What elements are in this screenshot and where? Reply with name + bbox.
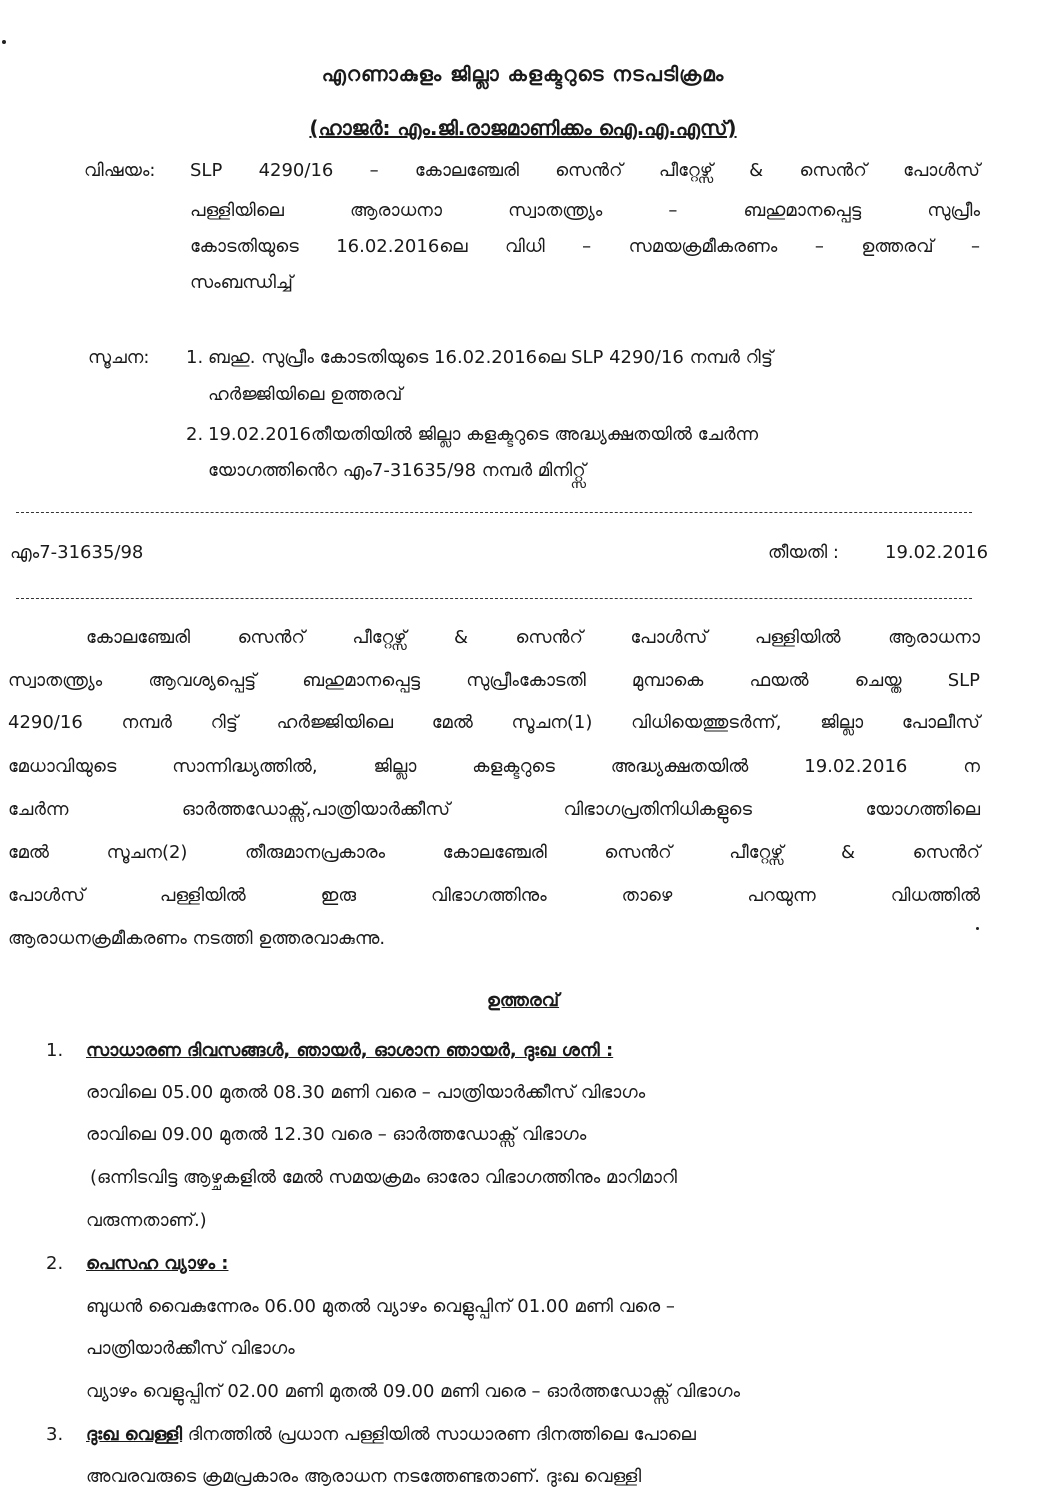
item-line: ബുധൻ വൈകുന്നേരം 06.00 മുതൽ വ്യാഴം വെളുപ്പിന് 01.00 മണി വരെ – bbox=[86, 1296, 675, 1317]
date-value: 19.02.2016 bbox=[885, 542, 989, 563]
subject-line: സംബന്ധിച്ച് bbox=[190, 272, 293, 293]
subject-line: SLP 4290/16 – കോലഞ്ചേരി സെൻറ് പീറ്റേഴ്സ് & സെൻറ് പോൾസ് bbox=[190, 160, 980, 181]
item-number: 3. bbox=[46, 1424, 64, 1445]
scan-speck bbox=[976, 927, 979, 930]
reference-line: ഹർജ്ജിയിലെ ഉത്തരവ് bbox=[208, 384, 403, 405]
reference-number: 1. bbox=[186, 347, 204, 368]
reference-line: 19.02.2016തീയതിയിൽ ജില്ലാ കളക്ടറുടെ അദ്ധ്യക്ഷതയിൽ ചേർന്ന bbox=[208, 424, 759, 445]
item-line: വ്യാഴം വെളുപ്പിന് 02.00 മണി മുതൽ 09.00 മണി വരെ – ഓർത്തഡോക്സ് വിഭാഗം bbox=[86, 1381, 741, 1402]
subject-line: കോടതിയുടെ 16.02.2016ലെ വിധി – സമയക്രമീകരണം – ഉത്തരവ് – bbox=[190, 236, 980, 257]
subject-label: വിഷയം: bbox=[84, 160, 156, 181]
date-label: തീയതി : bbox=[768, 542, 839, 563]
body-paragraph-line: പോൾസ് പള്ളിയിൽ ഇരു വിഭാഗത്തിനും താഴെ പറയുന്ന വിധത്തിൽ bbox=[8, 885, 980, 906]
divider bbox=[16, 512, 972, 513]
order-heading: ഉത്തരവ് bbox=[486, 990, 560, 1011]
item-line: രാവിലെ 09.00 മുതൽ 12.30 വരെ – ഓർത്തഡോക്സ് വിഭാഗം bbox=[86, 1124, 587, 1145]
item-number: 1. bbox=[46, 1040, 64, 1061]
reference-line: ബഹു. സുപ്രീം കോടതിയുടെ 16.02.2016ലെ SLP 4290/16 നമ്പർ റിട്ട് bbox=[208, 347, 773, 368]
presiding-officer: (ഹാജർ: എം.ജി.രാജമാണിക്കം ഐ.എ.എസ്) bbox=[309, 116, 737, 140]
reference-label: സൂചന: bbox=[88, 347, 150, 368]
item-number: 2. bbox=[46, 1253, 64, 1274]
body-paragraph-line: മേൽ സൂചന(2) തീരുമാനപ്രകാരം കോലഞ്ചേരി സെൻറ് പീറ്റേഴ്സ് & സെൻറ് bbox=[8, 842, 980, 863]
body-paragraph-line: 4290/16 നമ്പർ റിട്ട് ഹർജ്ജിയിലെ മേൽ സൂചന(1) വിധിയെത്തുടർന്ന്, ജില്ലാ പോലീസ് bbox=[8, 712, 980, 733]
scan-speck bbox=[2, 40, 6, 44]
body-paragraph-line: മേധാവിയുടെ സാന്നിദ്ധ്യത്തിൽ, ജില്ലാ കളക്ടറുടെ അദ്ധ്യക്ഷതയിൽ 19.02.2016 ന bbox=[8, 756, 980, 777]
item-line: (ഒന്നിടവിട്ട ആഴ്ചകളിൽ മേൽ സമയക്രമം ഓരോ വിഭാഗത്തിനും മാറിമാറി bbox=[90, 1167, 677, 1188]
item-heading: പെസഹ വ്യാഴം : bbox=[86, 1253, 229, 1274]
body-paragraph-line: കോലഞ്ചേരി സെൻറ് പീറ്റേഴ്സ് & സെൻറ് പോൾസ് പള്ളിയിൽ ആരാധനാ bbox=[86, 627, 980, 648]
reference-number: 2. bbox=[186, 424, 204, 445]
body-paragraph-line: ആരാധനക്രമീകരണം നടത്തി ഉത്തരവാകുന്നു. bbox=[8, 928, 386, 949]
item-line-rest: ദിനത്തിൽ പ്രധാന പള്ളിയിൽ സാധാരണ ദിനത്തിലെ പോലെ bbox=[182, 1424, 696, 1445]
subject-line: പള്ളിയിലെ ആരാധനാ സ്വാതന്ത്ര്യം – ബഹുമാനപ്പെട്ട സുപ്രീം bbox=[190, 200, 980, 221]
item-line bbox=[86, 1424, 696, 1445]
reference-line: യോഗത്തിൻെറ എം7-31635/98 നമ്പർ മിനിറ്റ്സ് bbox=[208, 460, 586, 481]
file-number: എം7-31635/98 bbox=[10, 542, 144, 563]
item-line: അവരവരുടെ ക്രമപ്രകാരം ആരാധന നടത്തേണ്ടതാണ്. ദുഃഖ വെള്ളി bbox=[86, 1466, 642, 1487]
body-paragraph-line: ചേർന്ന ഓർത്തഡോക്സ്,പാത്രിയാർക്കീസ് വിഭാഗപ്രതിനിധികളുടെ യോഗത്തിലെ bbox=[8, 799, 980, 820]
item-line: രാവിലെ 05.00 മുതൽ 08.30 മണി വരെ – പാത്രിയാർക്കീസ് വിഭാഗം bbox=[86, 1082, 646, 1103]
item-heading: ദുഃഖ വെള്ളി bbox=[86, 1424, 183, 1445]
item-heading: സാധാരണ ദിവസങ്ങൾ, ഞായർ, ഓശാന ഞായർ, ദുഃഖ ശനി : bbox=[86, 1040, 614, 1061]
body-paragraph-line: സ്വാതന്ത്ര്യം ആവശ്യപ്പെട്ട് ബഹുമാനപ്പെട്ട സുപ്രീംകോടതി മുമ്പാകെ ഫയൽ ചെയ്ത SLP bbox=[8, 670, 980, 691]
divider bbox=[16, 598, 972, 599]
item-line: വരുന്നതാണ്.) bbox=[86, 1210, 207, 1231]
item-line: പാത്രിയാർക്കീസ് വിഭാഗം bbox=[86, 1338, 295, 1359]
document-title: എറണാകുളം ജില്ലാ കളക്ടറുടെ നടപടിക്രമം bbox=[321, 62, 725, 86]
